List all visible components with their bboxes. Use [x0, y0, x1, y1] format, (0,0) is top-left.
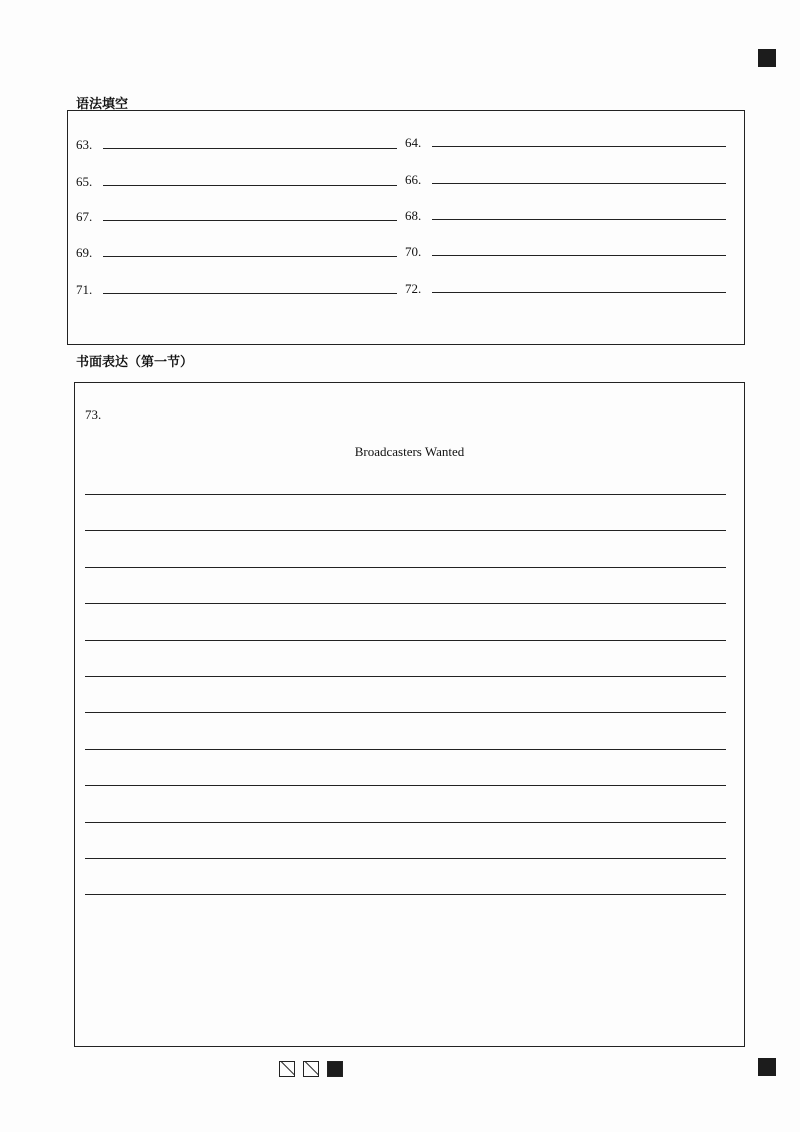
answer-line[interactable] [103, 148, 397, 149]
writing-line[interactable] [85, 858, 726, 859]
slashed-box-icon [303, 1061, 319, 1077]
writing-line[interactable] [85, 822, 726, 823]
blank-68[interactable] [405, 209, 726, 222]
writing-line[interactable] [85, 530, 726, 531]
question-number: 73. [85, 407, 102, 422]
blank-number: 71. [76, 282, 93, 297]
writing-line[interactable] [85, 676, 726, 677]
blank-number: 72. [405, 281, 422, 296]
slashed-box-icon [279, 1061, 295, 1077]
answer-line[interactable] [103, 256, 397, 257]
writing-section-title: 书面表达（第一节） [76, 355, 194, 370]
blank-69[interactable] [76, 246, 397, 259]
grammar-section-title: 语法填空 [76, 97, 129, 112]
answer-line[interactable] [103, 293, 397, 294]
grammar-answer-box [67, 110, 745, 345]
writing-line[interactable] [85, 567, 726, 568]
answer-line[interactable] [432, 255, 726, 256]
filled-box-icon [327, 1061, 343, 1077]
blank-number: 68. [405, 208, 422, 223]
answer-line[interactable] [103, 185, 397, 186]
blank-70[interactable] [405, 245, 726, 258]
answer-line[interactable] [432, 219, 726, 220]
blank-63[interactable] [76, 138, 397, 151]
essay-title: Broadcasters Wanted [354, 444, 465, 459]
blank-64[interactable] [405, 136, 726, 149]
blank-number: 66. [405, 172, 422, 187]
blank-65[interactable] [76, 175, 397, 188]
writing-line[interactable] [85, 640, 726, 641]
writing-line[interactable] [85, 785, 726, 786]
blank-72[interactable] [405, 282, 726, 295]
writing-line[interactable] [85, 494, 726, 495]
alignment-marker-bottom [758, 1058, 776, 1076]
writing-line[interactable] [85, 712, 726, 713]
writing-answer-box [74, 382, 745, 1047]
blank-number: 64. [405, 135, 422, 150]
blank-number: 63. [76, 137, 93, 152]
answer-line[interactable] [432, 146, 726, 147]
blank-67[interactable] [76, 210, 397, 223]
page-code-boxes [279, 1061, 343, 1077]
blank-71[interactable] [76, 283, 397, 296]
blank-66[interactable] [405, 173, 726, 186]
writing-line[interactable] [85, 894, 726, 895]
answer-line[interactable] [103, 220, 397, 221]
answer-line[interactable] [432, 292, 726, 293]
writing-line[interactable] [85, 749, 726, 750]
writing-line[interactable] [85, 603, 726, 604]
alignment-marker-top [758, 49, 776, 67]
blank-number: 65. [76, 174, 93, 189]
blank-number: 70. [405, 244, 422, 259]
answer-line[interactable] [432, 183, 726, 184]
blank-number: 69. [76, 245, 93, 260]
blank-number: 67. [76, 209, 93, 224]
